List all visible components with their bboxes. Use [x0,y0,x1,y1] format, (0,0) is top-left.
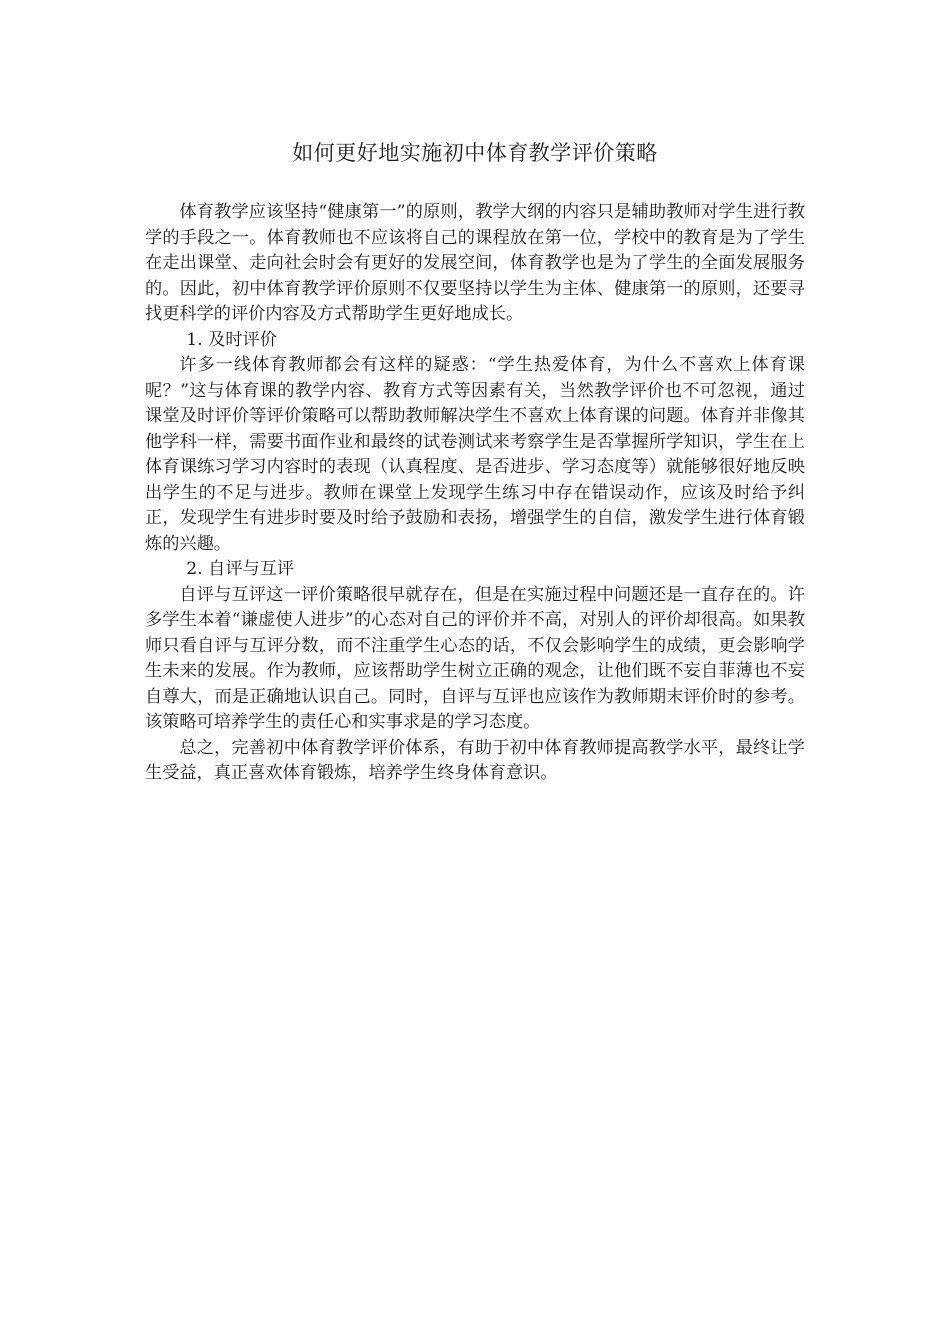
section-heading-self-peer-evaluation: 2. 自评与互评 [186,559,295,579]
paragraph-self-peer-evaluation: 自评与互评这一评价策略很早就存在，但是在实施过程中问题还是一直存在的。许多学生本着“谦虚使人进步”的心态对自己的评价并不高，对别人的评价却很高。如果教师只看自评与互评分数，而不注重学生心态的话，不仅会影响学生的成绩，更会影响学生未来的发展。作为教师，应该帮助学生树立正确的观念，让他们既不妄自菲薄也不妄自尊大，而是正确地认识自己。同时，自评与互评也应该作为教师期末评价时的参考。该策略可培养学生的责任心和实事求是的学习态度。 [145,584,805,732]
paragraph-intro: 体育教学应该坚持“健康第一”的原则，教学大纲的内容只是辅助教师对学生进行教学的手段之一。体育教师也不应该将自己的课程放在第一位，学校中的教育是为了学生在走出课堂、走向社会时会有更好的发展空间，体育教学也是为了学生的全面发展服务的。因此，初中体育教学评价原则不仅要坚持以学生为主体、健康第一的原则，还要寻找更科学的评价内容及方式帮助学生更好地成长。 [145,202,805,324]
paragraph-timely-evaluation: 许多一线体育教师都会有这样的疑惑：“学生热爱体育，为什么不喜欢上体育课呢？”这与体育课的教学内容、教育方式等因素有关，当然教学评价也不可忽视，通过课堂及时评价等评价策略可以帮助教师解决学生不喜欢上体育课的问题。体育并非像其他学科一样，需要书面作业和最终的试卷测试来考察学生是否掌握所学知识，学生在上体育课练习学习内容时的表现（认真程度、是否进步、学习态度等）就能够很好地反映出学生的不足与进步。教师在课堂上发现学生练习中存在错误动作，应该及时给予纠正，发现学生有进步时要及时给予鼓励和表扬，增强学生的自信，激发学生进行体育锻炼的兴趣。 [145,355,805,554]
section-heading-timely-evaluation: 1. 及时评价 [186,329,277,350]
paragraph-conclusion: 总之，完善初中体育教学评价体系，有助于初中体育教师提高教学水平，最终让学生受益，真正喜欢体育锻炼，培养学生终身体育意识。 [145,737,805,783]
document-body [145,200,805,787]
document-title: 如何更好地实施初中体育教学评价策略 [292,141,658,165]
